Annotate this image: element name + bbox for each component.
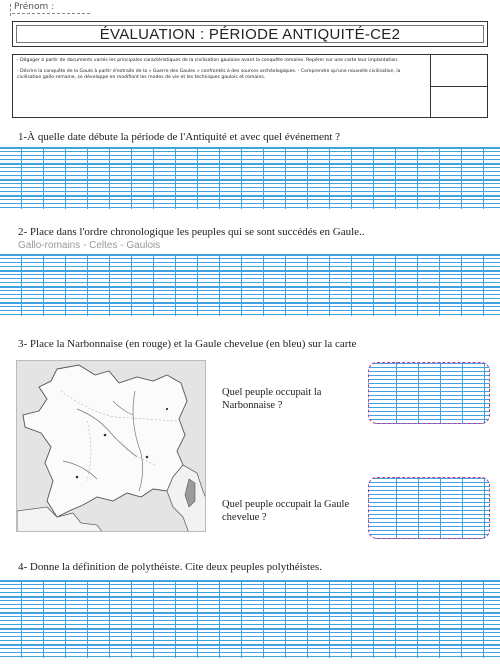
answer-lines-4[interactable]: [0, 580, 500, 658]
grade-cell[interactable]: [431, 55, 487, 87]
map-of-gaul[interactable]: [16, 360, 206, 532]
prenom-label: Prénom :: [14, 2, 55, 12]
prenom-line: [12, 13, 90, 14]
question-2-words: Gallo-romains - Celtes - Gaulois: [18, 240, 161, 251]
page-title: ÉVALUATION : PÉRIODE ANTIQUITÉ-CE2: [99, 25, 401, 43]
prenom-bracket: [10, 4, 11, 16]
question-2: 2- Place dans l'ordre chronologique les peuples qui se sont succédés en Gaule..: [18, 226, 365, 238]
question-3a: Quel peuple occupait la Narbonnaise ?: [222, 387, 322, 411]
question-3: 3- Place la Narbonnaise (en rouge) et la Gaule chevelue (en bleu) sur la carte: [18, 338, 357, 350]
competence-2: - Décrire la conquête de la Gaule à partir d'extraits de la « Guerre des Gaules » confrontés à des sources archéologiques. - Comprendre qu'une nouvelle civilisation, la civilisation gallo-romaine, se développe en modifiant les modes de vie et les techniques gaulois et romains.: [17, 69, 401, 81]
competences-table: [12, 54, 488, 118]
map-outline: [17, 361, 206, 532]
answer-box-gaule-chevelue[interactable]: [368, 477, 490, 539]
competence-1: - Dégager à partir de documents variés les principales caractéristiques de la civilisation gauloise avant la conquête romaine. Repérer sur une carte leur implantation.: [17, 58, 399, 63]
answer-box-narbonnaise[interactable]: [368, 362, 490, 424]
question-3b: Quel peuple occupait la Gaule chevelue ?: [222, 499, 350, 523]
answer-lines-1[interactable]: [0, 147, 500, 209]
question-4: 4- Donne la définition de polythéiste. Cite deux peuples polythéistes.: [18, 561, 322, 573]
question-1: 1-À quelle date débute la période de l'Antiquité et avec quel événement ?: [18, 131, 341, 143]
competences-text: [13, 55, 431, 117]
answer-lines-2[interactable]: [0, 254, 500, 316]
grade-column: [431, 55, 487, 117]
title-box: [12, 21, 488, 47]
grade-cell[interactable]: [431, 87, 487, 118]
